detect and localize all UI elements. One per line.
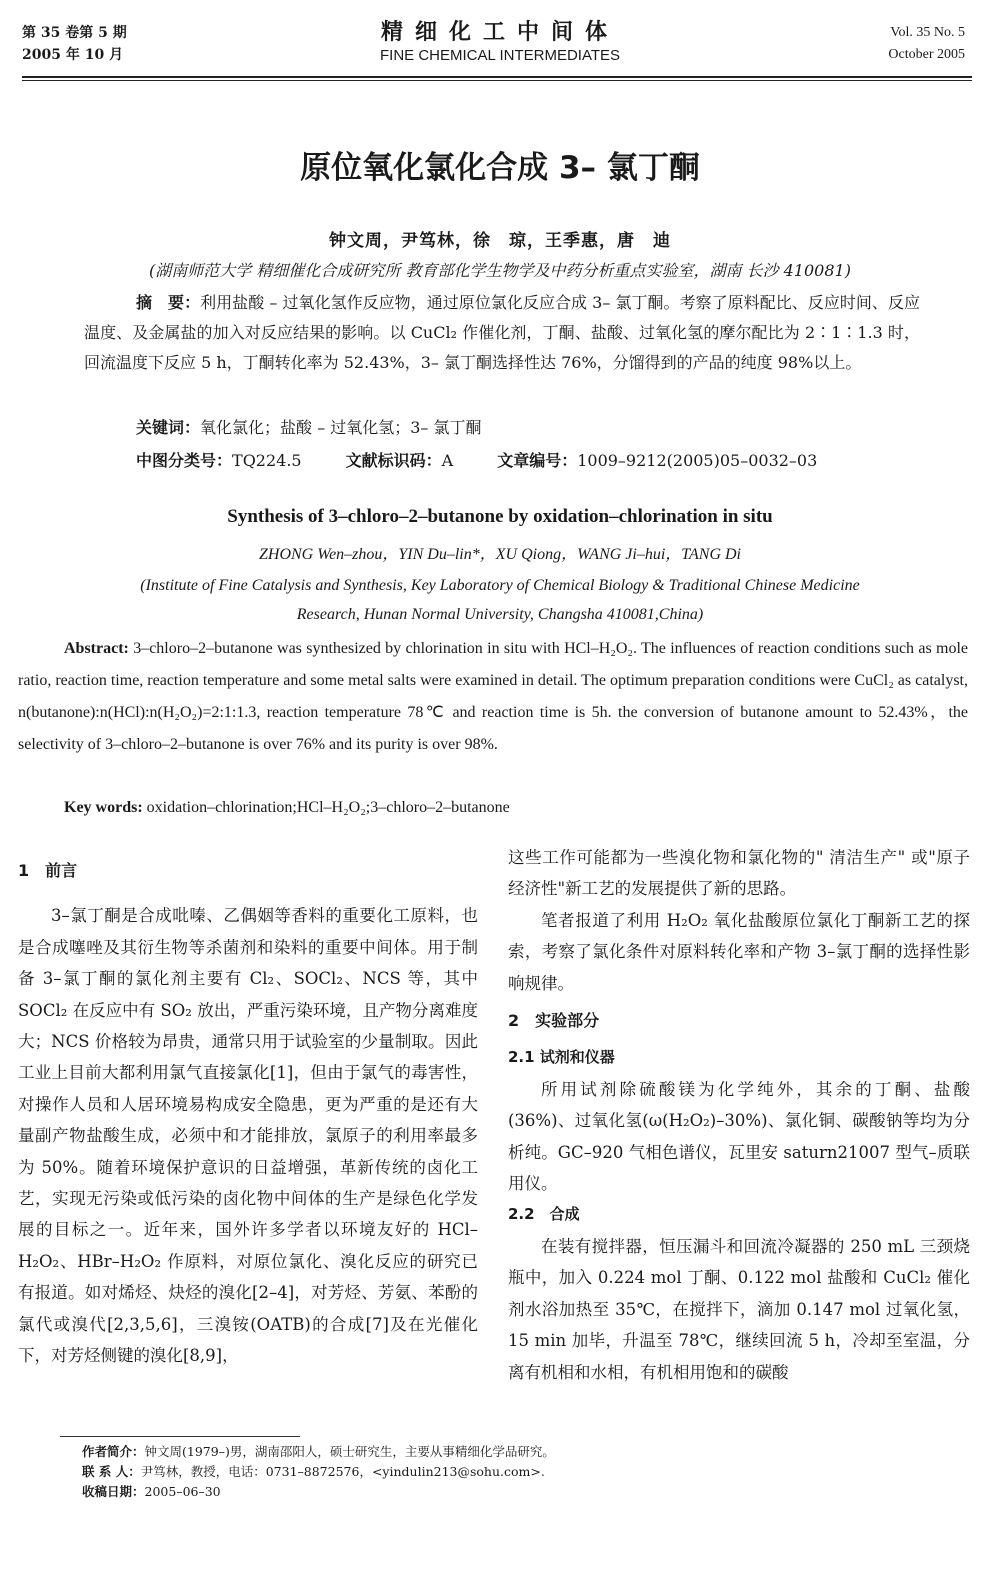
affiliation-en — [40, 571, 960, 629]
keywords-cn-text: 氧化氯化；盐酸 – 过氧化氢；3– 氯丁酮 — [200, 418, 482, 437]
doc-code-label: 文献标识码： — [345, 451, 442, 470]
abstract-en-label: Abstract: — [64, 640, 129, 657]
abstract-cn-label: 摘 要： — [136, 293, 201, 312]
subsection-heading-synthesis: 2.2 合成 — [508, 1205, 580, 1224]
affiliation-en-line1: (Institute of Fine Catalysis and Synthesis, Key Laboratory of Chemical Biology & Traditional Chinese Medicine — [140, 577, 860, 594]
keywords-en — [64, 794, 510, 822]
footnote-contact-text: 尹笃林，教授，电话：0731–8872576，<yindulin213@sohu.com>. — [140, 1464, 545, 1479]
clc-label: 中图分类号： — [136, 451, 233, 470]
footnote-contact-label: 联 系 人： — [82, 1464, 141, 1479]
paragraph-intro-cont: 这些工作可能都为一些溴化物和氯化物的" 清洁生产" 或"原子经济性"新工艺的发展提供了新的思路。 — [508, 848, 970, 899]
abstract-en-text: 3–chloro–2–butanone was synthesized by chlorination in situ with HCl–H₂O₂. The influences of reaction conditions such as mole ratio, reaction time, reaction temperature and some metal salts were examined in detail. The optimum preparation conditions were CuCl₂ as catalyst, n(butanone):n(HCl):n(H₂O₂)=2:1:1.3, reaction temperature 78℃ and reaction time is 5h. the conversion of butanone amount to 52.43%，the selectivity of 3–chloro–2–butanone is over 76% and its purity is over 98%. — [18, 640, 968, 753]
abstract-en — [18, 633, 968, 761]
date-en: October 2005 — [888, 47, 965, 62]
running-header-center — [0, 18, 1000, 66]
footnotes — [82, 1442, 882, 1502]
running-header-right — [888, 22, 965, 66]
header-rule — [22, 76, 972, 78]
abstract-cn-text: 利用盐酸 – 过氧化氢作反应物，通过原位氯化反应合成 3– 氯丁酮。考察了原料配比、反应时间、反应温度、及金属盐的加入对反应结果的影响。以 CuCl₂ 作催化剂，丁酮、盐酸、过氧化氢的摩尔配比为 2∶1∶1.3 时，回流温度下反应 5 h，丁酮转化率为 52.43%，3– 氯丁酮选择性达 76%，分馏得到的产品的纯度 98%以上。 — [84, 293, 920, 372]
section-heading-intro: 1 前言 — [18, 861, 78, 880]
footnote-received — [82, 1482, 882, 1502]
section-heading-experimental: 2 实验部分 — [508, 1011, 600, 1031]
footnote-author-text: 钟文周(1979–)男，湖南邵阳人，硕士研究生，主要从事精细化学品研究。 — [144, 1444, 555, 1459]
body-column-right — [508, 842, 970, 1388]
volume-issue-en: Vol. 35 No. 5 — [890, 25, 965, 40]
footnote-received-text: 2005–06–30 — [144, 1484, 221, 1499]
article-no-value: 1009–9212(2005)05–0032–03 — [577, 451, 818, 470]
abstract-cn — [84, 288, 920, 378]
clc-value: TQ224.5 — [232, 451, 302, 470]
keywords-en-text: oxidation–chlorination;HCl–H₂O₂;3–chloro–2–butanone — [142, 799, 510, 816]
paragraph-intro: 3–氯丁酮是合成吡嗪、乙偶姻等香料的重要化工原料，也是合成噻唑及其衍生物等杀菌剂和染料的重要中间体。用于制备 3–氯丁酮的氯化剂主要有 Cl₂、SOCl₂、NCS 等，其中 SOCl₂ 在反应中有 SO₂ 放出，严重污染环境，且产物分离难度大；NCS 价格较为昂贵，通常只用于试验室的少量制取。因此工业上目前大都利用氯气直接氯化[1]，但由于氯气的毒害性，对操作人员和人居环境易构成安全隐患，更为严重的是还有大量副产物盐酸生成，必须中和才能排放，氯原子的利用率最多为 50%。随着环境保护意识的日益增强，革新传统的卤化工艺，实现无污染或低污染的卤化物中间体的生产是绿色化学发展的目标之一。近年来，国外许多学者以环境友好的 HCl–H₂O₂、HBr–H₂O₂ 作原料，对原位氯化、溴化反应的研究已有报道。如对烯烃、炔烃的溴化[2–4]，对芳烃、芳氨、苯酚的氯代或溴代[2,3,5,6]，三溴铵(OATB)的合成[7]及在光催化下，对芳烃侧键的溴化[8,9]， — [18, 906, 478, 1366]
footnote-received-label: 收稿日期： — [82, 1484, 145, 1499]
journal-name-en: FINE CHEMICAL INTERMEDIATES — [379, 47, 621, 64]
footnote-contact — [82, 1462, 882, 1482]
author-list-en: ZHONG Wen–zhou，YIN Du–lin*，XU Qiong，WANG Ji–hui，TANG Di — [258, 546, 741, 563]
doc-code-value: A — [441, 451, 454, 470]
keywords-cn-label: 关键词： — [136, 418, 201, 437]
body-column-left — [18, 855, 478, 1372]
affiliation: (湖南师范大学 精细催化合成研究所 教育部化学生物学及中药分析重点实验室，湖南 长沙 410081) — [149, 261, 851, 280]
keywords-cn — [136, 413, 481, 443]
author-list: 钟文周，尹笃林，徐 琼，王季惠，唐 迪 — [329, 231, 671, 251]
footnote-rule — [60, 1436, 300, 1437]
footnote-author — [82, 1442, 882, 1462]
volume-issue-cn: 第 35 卷第 5 期 — [22, 25, 127, 41]
date-cn: 2005 年 10 月 — [22, 47, 124, 63]
paragraph-synthesis: 在装有搅拌器，恒压漏斗和回流冷凝器的 250 mL 三颈烧瓶中，加入 0.224 mol 丁酮、0.122 mol 盐酸和 CuCl₂ 催化剂水浴加热至 35℃，在搅拌下，滴加 0.147 mol 过氧化氢，15 min 加毕，升温至 78℃，继续回流 5 h，冷却至室温，分离有机相和水相，有机相用饱和的碳酸 — [508, 1236, 970, 1382]
paragraph-reagents: 所用试剂除硫酸镁为化学纯外，其余的丁酮、盐酸(36%)、过氧化氢(ω(H₂O₂)–30%)、氯化铜、碳酸钠等均为分析纯。GC–920 气相色谱仪，瓦里安 saturn21007 型气–质联用仪。 — [508, 1079, 970, 1194]
article-no-label: 文章编号： — [497, 451, 578, 470]
footnote-author-label: 作者简介： — [82, 1444, 145, 1459]
header-rule-thin — [22, 80, 972, 81]
affiliation-en-line2: Research, Hunan Normal University, Changsha 410081,China) — [296, 606, 704, 623]
classification-line — [136, 446, 936, 476]
keywords-en-label: Key words: — [64, 799, 143, 816]
journal-name-cn: 精细化工中间体 — [380, 19, 619, 45]
subsection-heading-reagents: 2.1 试剂和仪器 — [508, 1048, 615, 1067]
paper-title: 原位氧化氯化合成 3– 氯丁酮 — [300, 150, 700, 186]
paragraph-author-work: 笔者报道了利用 H₂O₂ 氧化盐酸原位氯化丁酮新工艺的探索，考察了氯化条件对原料转化率和产物 3–氯丁酮的选择性影响规律。 — [508, 910, 970, 993]
paper-title-en: Synthesis of 3–chloro–2–butanone by oxidation–chlorination in situ — [227, 506, 773, 527]
